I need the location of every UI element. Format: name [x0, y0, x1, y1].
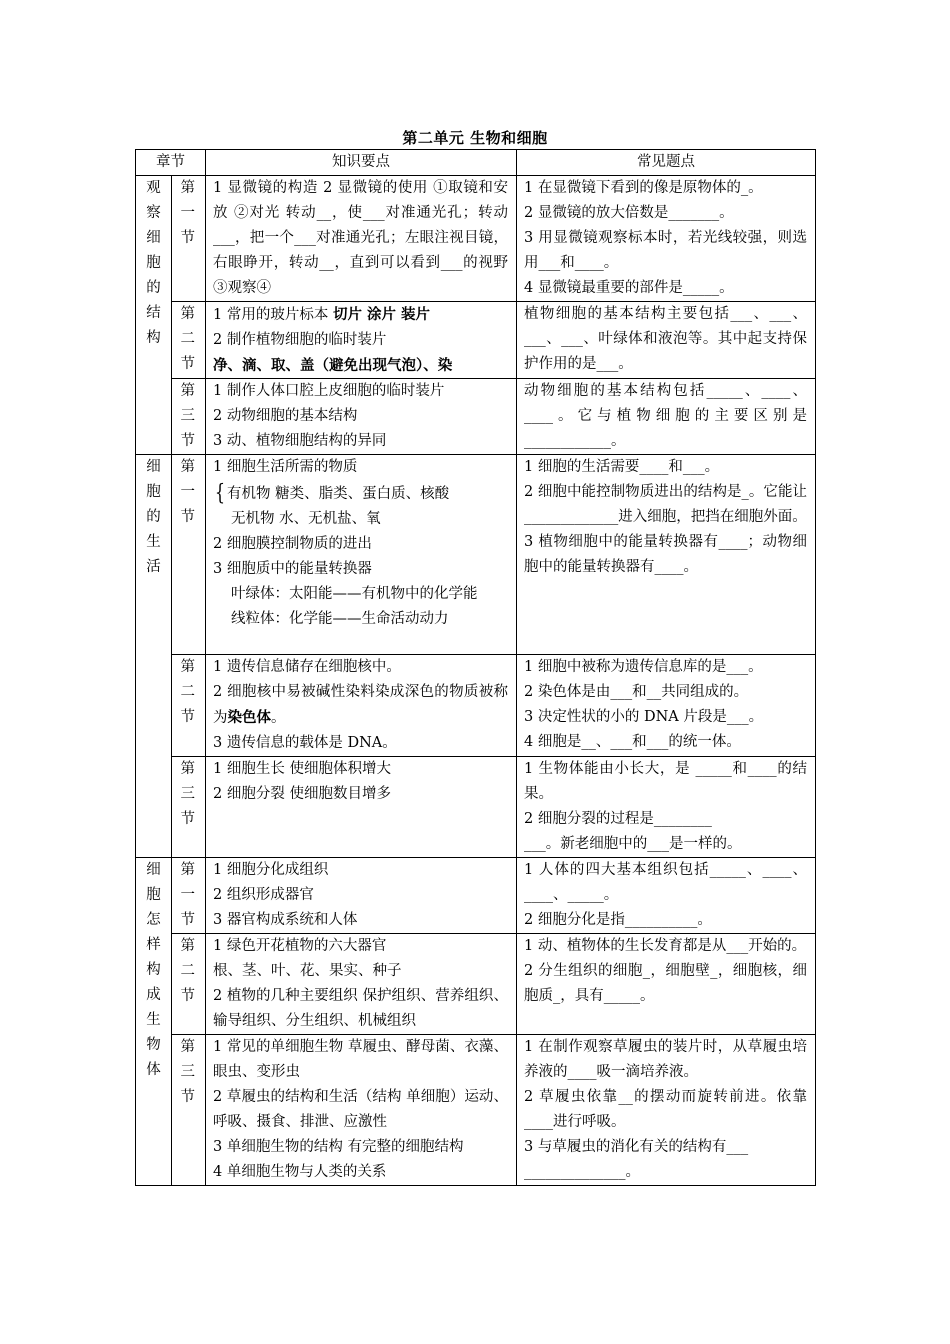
questions-cell: 1 在显微镜下看到的像是原物体的_。 2 显微镜的放大倍数是_______。 3 用显微镜观察标本时，若光线较强，则选用___和____。 4 显微镜最重要的部件是_____。 — [517, 176, 816, 302]
section-cell: 第一节 — [172, 858, 206, 934]
table-row — [136, 934, 816, 1035]
table-row — [136, 455, 816, 655]
header-questions: 常见题点 — [517, 150, 816, 176]
section-cell: 第三节 — [172, 379, 206, 455]
knowledge-cell: 1 常见的单细胞生物 草履虫、酵母菌、衣藻、眼虫、变形虫 2 草履虫的结构和生活（结构 单细胞）运动、呼吸、摄食、排泄、应激性 3 单细胞生物的结构 有完整的细胞结构 4 单细胞生物与人类的关系 — [206, 1035, 517, 1186]
table-row — [136, 379, 816, 455]
header-chapter: 章节 — [136, 150, 206, 176]
header-knowledge: 知识要点 — [206, 150, 517, 176]
table-row — [136, 757, 816, 858]
knowledge-table — [135, 149, 816, 1186]
questions-cell: 1 生物体能由小长大，是 _____和____的结果。 2 细胞分裂的过程是________ ___。新老细胞中的___是一样的。 — [517, 757, 816, 858]
section-cell: 第一节 — [172, 455, 206, 655]
knowledge-cell: 1 细胞分化成组织 2 组织形成器官 3 器官构成系统和人体 — [206, 858, 517, 934]
table-row — [136, 176, 816, 302]
table-row — [136, 302, 816, 379]
chapter-cell: 细胞怎样构成生物体 — [136, 858, 172, 1186]
chapter-cell: 观察细胞的结构 — [136, 176, 172, 455]
questions-cell: 动物细胞的基本结构包括_____、____、____。它与植物细胞的主要区别是____________。 — [517, 379, 816, 455]
page-title: 第二单元 生物和细胞 — [402, 129, 548, 147]
knowledge-cell: 1 绿色开花植物的六大器官 根、茎、叶、花、果实、种子 2 植物的几种主要组织 保护组织、营养组织、输导组织、分生组织、机械组织 — [206, 934, 517, 1035]
knowledge-cell: 1 细胞生长 使细胞体积增大 2 细胞分裂 使细胞数目增多 — [206, 757, 517, 858]
table-row — [136, 858, 816, 934]
questions-cell: 1 动、植物体的生长发育都是从___开始的。 2 分生组织的细胞_，细胞壁_，细胞核，细胞质_，具有_____。 — [517, 934, 816, 1035]
knowledge-cell: 1 常用的玻片标本 切片 涂片 装片 2 制作植物细胞的临时装片 净、滴、取、盖（避免出现气泡）、染 — [206, 302, 517, 379]
questions-cell: 1 细胞中被称为遗传信息库的是___。 2 染色体是由___和__共同组成的。 3 决定性状的小的 DNA 片段是___。 4 细胞是__、___和___的统一体。 — [517, 655, 816, 757]
section-cell: 第三节 — [172, 1035, 206, 1186]
brace-icon: { — [214, 480, 226, 506]
questions-cell: 1 在制作观察草履虫的装片时，从草履虫培养液的____吸一滴培养液。 2 草履虫依靠__的摆动而旋转前进。依靠____进行呼吸。 3 与草履虫的消化有关的结构有___ ______________。 — [517, 1035, 816, 1186]
knowledge-cell: 1 显微镜的构造 2 显微镜的使用 ①取镜和安放 ②对光 转动__，使___对准通光孔；转动___，把一个___对准通光孔；左眼注视目镜，右眼睁开，转动__，直到可以看到___的视野 ③观察④ — [206, 176, 517, 302]
table-header-row — [136, 150, 816, 176]
table-row — [136, 1035, 816, 1186]
knowledge-cell: 1 遗传信息储存在细胞核中。 2 细胞核中易被碱性染料染成深色的物质被称为染色体。 3 遗传信息的载体是 DNA。 — [206, 655, 517, 757]
questions-cell: 1 人体的四大基本组织包括_____、____、____、_____。 2 细胞分化是指__________。 — [517, 858, 816, 934]
questions-cell: 1 细胞的生活需要____和___。 2 细胞中能控制物质进出的结构是_。它能让_____________进入细胞，把挡在细胞外面。 3 植物细胞中的能量转换器有____；动物细胞中的能量转换器有____。 — [517, 455, 816, 655]
section-cell: 第三节 — [172, 757, 206, 858]
knowledge-cell: 1 细胞生活所需的物质 { 有机物 糖类、脂类、蛋白质、核酸 无机物 水、无机盐、氧 2 细胞膜控制物质的进出 3 细胞质中的能量转换器 叶绿体：太阳能——有机物中的化学能 线粒体：化学能——生命活动动力 — [206, 455, 517, 655]
questions-cell: 植物细胞的基本结构主要包括___、___、___、___、叶绿体和液泡等。其中起支持保护作用的是___。 — [517, 302, 816, 379]
section-cell: 第二节 — [172, 302, 206, 379]
knowledge-cell: 1 制作人体口腔上皮细胞的临时装片 2 动物细胞的基本结构 3 动、植物细胞结构的异同 — [206, 379, 517, 455]
section-cell: 第二节 — [172, 655, 206, 757]
table-row — [136, 655, 816, 757]
chapter-cell: 细胞的生活 — [136, 455, 172, 858]
section-cell: 第一节 — [172, 176, 206, 302]
section-cell: 第二节 — [172, 934, 206, 1035]
